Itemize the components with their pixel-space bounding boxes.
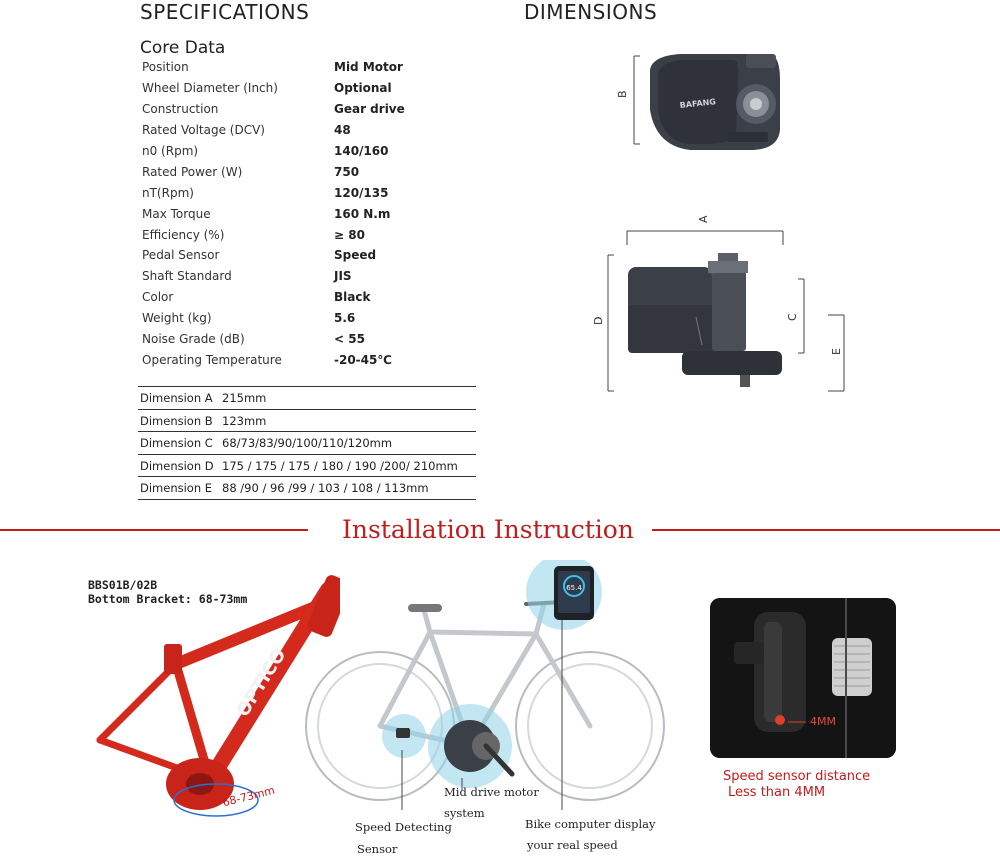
frame-model-label: BBS01B/02B: [88, 578, 158, 592]
dimension-b-label: B: [616, 90, 629, 98]
spec-label: Wheel Diameter (Inch): [142, 81, 278, 95]
spec-row: [142, 123, 482, 143]
speed-sensor-caption-line1: Speed Detecting: [355, 820, 452, 834]
sensor-closeup-drawing: [710, 598, 896, 758]
spec-value: -20-45℃: [334, 353, 392, 367]
spec-row: [142, 332, 482, 352]
speed-sensor-caption-line2: Sensor: [357, 842, 398, 856]
spec-row: [142, 311, 482, 331]
spec-value: 5.6: [334, 311, 356, 325]
dimension-label: Dimension C: [140, 436, 213, 451]
spec-value: < 55: [334, 332, 365, 346]
dimension-b-bracket: [634, 56, 640, 144]
spec-label: Rated Power (W): [142, 165, 243, 179]
spec-label: Pedal Sensor: [142, 248, 220, 262]
spec-row: [142, 60, 482, 80]
spec-label: Position: [142, 60, 189, 74]
spec-label: Max Torque: [142, 207, 211, 221]
sensor-note-line1: Speed sensor distance: [723, 769, 871, 784]
spec-value: 750: [334, 165, 360, 179]
dimension-a-bracket: [627, 231, 783, 245]
spec-label: Weight (kg): [142, 311, 212, 325]
frame-brand-text: OPTICO: [232, 645, 291, 721]
spec-row: [142, 353, 482, 373]
display-caption-line1: Bike computer display: [525, 817, 656, 831]
spec-row: [142, 228, 482, 248]
spec-value: Black: [334, 290, 371, 304]
spec-row: [142, 248, 482, 268]
spec-row: [142, 269, 482, 289]
dimension-label: Dimension E: [140, 481, 213, 496]
dimension-value: 68/73/83/90/100/110/120mm: [222, 436, 393, 451]
spec-row: [142, 144, 482, 164]
spec-label: Shaft Standard: [142, 269, 232, 283]
motor-front-view: [590, 205, 850, 400]
core-data-heading: Core Data: [140, 38, 226, 58]
spec-row: [142, 290, 482, 310]
dimension-value: 175 / 175 / 175 / 180 / 190 /200/ 210mm: [222, 458, 458, 473]
spec-label: Noise Grade (dB): [142, 332, 245, 346]
spec-row: [142, 165, 482, 185]
dimension-table: [138, 386, 476, 500]
motor-caption-line2: system: [444, 806, 485, 820]
dimension-d-label: D: [592, 316, 605, 325]
specifications-heading: SPECIFICATIONS: [140, 0, 310, 24]
spec-label: Construction: [142, 102, 219, 116]
spec-value: 48: [334, 123, 351, 137]
spec-value: Optional: [334, 81, 392, 95]
spec-label: Operating Temperature: [142, 353, 282, 367]
bike-computer-display: [554, 566, 594, 620]
dimension-c-label: C: [786, 313, 799, 321]
dimension-d-bracket: [608, 255, 614, 391]
dimension-label: Dimension A: [140, 391, 213, 405]
table-row: [138, 386, 476, 409]
dimension-a-label: A: [697, 215, 710, 223]
speed-sensor: [396, 728, 410, 738]
dimension-e-label: E: [830, 348, 843, 355]
spec-label: Efficiency (%): [142, 228, 225, 242]
table-row: [138, 409, 476, 432]
spec-row: [142, 186, 482, 206]
spec-label: nT(Rpm): [142, 186, 194, 200]
dimensions-heading: DIMENSIONS: [524, 0, 658, 24]
bafang-logo: BAFANG: [679, 97, 717, 110]
dimension-label: Dimension D: [140, 458, 214, 473]
sensor-gap-label: 4MM: [810, 715, 836, 728]
display-caption-line2: your real speed: [527, 838, 618, 852]
spec-value: JIS: [334, 269, 352, 283]
spec-row: [142, 207, 482, 227]
table-row: [138, 431, 476, 454]
spec-label: Rated Voltage (DCV): [142, 123, 265, 137]
table-row: [138, 476, 476, 500]
spec-row: [142, 102, 482, 122]
spec-row: [142, 81, 482, 101]
dimension-value: 88 /90 / 96 /99 / 103 / 108 / 113mm: [222, 481, 429, 496]
spec-value: ≥ 80: [334, 228, 365, 242]
dimension-label: Dimension B: [140, 413, 213, 428]
sensor-closeup-photo: [710, 598, 896, 758]
spec-value: 160 N.m: [334, 207, 391, 221]
spec-value: Mid Motor: [334, 60, 403, 74]
motor-caption-line1: Mid drive motor: [444, 785, 539, 799]
spec-value: Speed: [334, 248, 377, 262]
dimension-value: 215mm: [222, 391, 267, 405]
bike-saddle: [408, 604, 442, 612]
motor-body: [628, 253, 782, 387]
spec-value: 140/160: [334, 144, 389, 158]
spec-value: 120/135: [334, 186, 389, 200]
divider-left: [0, 529, 308, 531]
spec-value: Gear drive: [334, 102, 405, 116]
dimension-value: 123mm: [222, 413, 267, 428]
bottom-bracket-label: Bottom Bracket: 68-73mm: [88, 592, 248, 606]
bracket-width-callout: 68-73mm: [221, 783, 277, 810]
table-row: [138, 454, 476, 477]
spec-label: Color: [142, 290, 174, 304]
installation-title: Installation Instruction: [342, 515, 634, 544]
spec-label: n0 (Rpm): [142, 144, 199, 158]
bike-illustration: [300, 560, 680, 810]
display-speed-readout: 65.4: [566, 584, 582, 592]
divider-right: [652, 529, 1000, 531]
motor-side-view: [610, 40, 800, 160]
sensor-note-line2: Less than 4MM: [728, 785, 826, 800]
